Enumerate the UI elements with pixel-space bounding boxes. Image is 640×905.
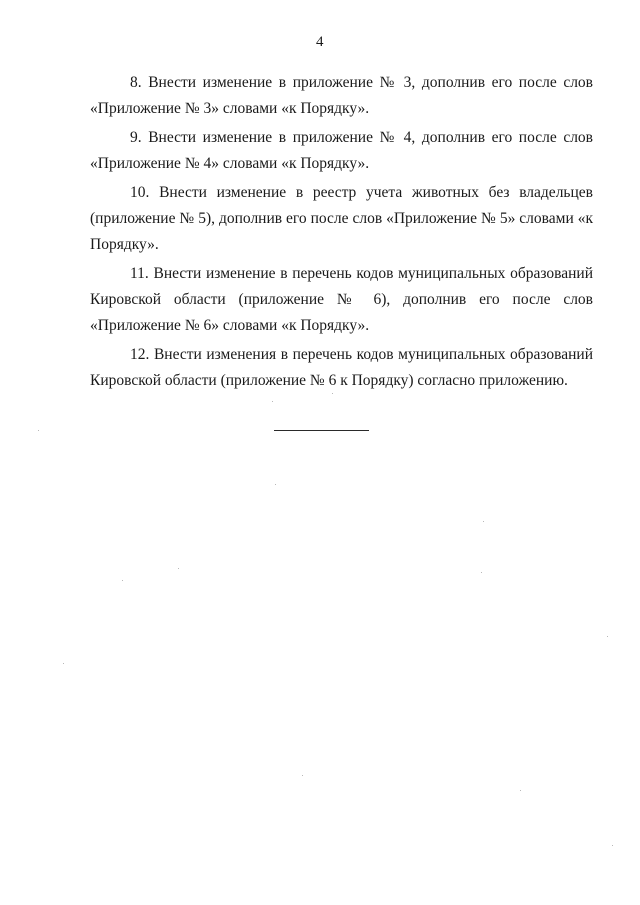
scan-speck <box>520 790 521 791</box>
page-number: 4 <box>316 34 324 50</box>
scan-speck <box>607 636 608 637</box>
scan-speck <box>332 393 333 394</box>
paragraph-item-10: 10. Внести изменение в реестр учета животных без владельцев (приложение № 5), дополнив его после слов «Приложение № 5» словами «к Порядку». <box>90 184 593 253</box>
scan-speck <box>483 521 484 522</box>
scan-speck <box>481 572 482 573</box>
scan-speck <box>38 430 39 431</box>
scan-speck <box>612 845 613 846</box>
scan-speck <box>178 568 179 569</box>
scan-speck <box>122 580 123 581</box>
scan-speck <box>302 775 303 776</box>
scan-speck <box>63 663 64 664</box>
paragraph-item-9: 9. Внести изменение в приложение № 4, дополнив его после слов «Приложение № 4» словами «к Порядку». <box>90 129 593 172</box>
closing-separator-line <box>274 430 369 431</box>
paragraph-item-11: 11. Внести изменение в перечень кодов муниципальных образований Кировской области (приложение № 6), дополнив его после слов «Приложение № 6» словами «к Порядку». <box>90 265 593 334</box>
document-body <box>90 70 593 397</box>
scan-speck <box>272 401 273 402</box>
paragraph-item-12: 12. Внести изменения в перечень кодов муниципальных образований Кировской области (приложение № 6 к Порядку) согласно приложению. <box>90 346 593 389</box>
paragraph-item-8: 8. Внести изменение в приложение № 3, дополнив его после слов «Приложение № 3» словами «к Порядку». <box>90 74 593 117</box>
scan-speck <box>275 484 276 485</box>
